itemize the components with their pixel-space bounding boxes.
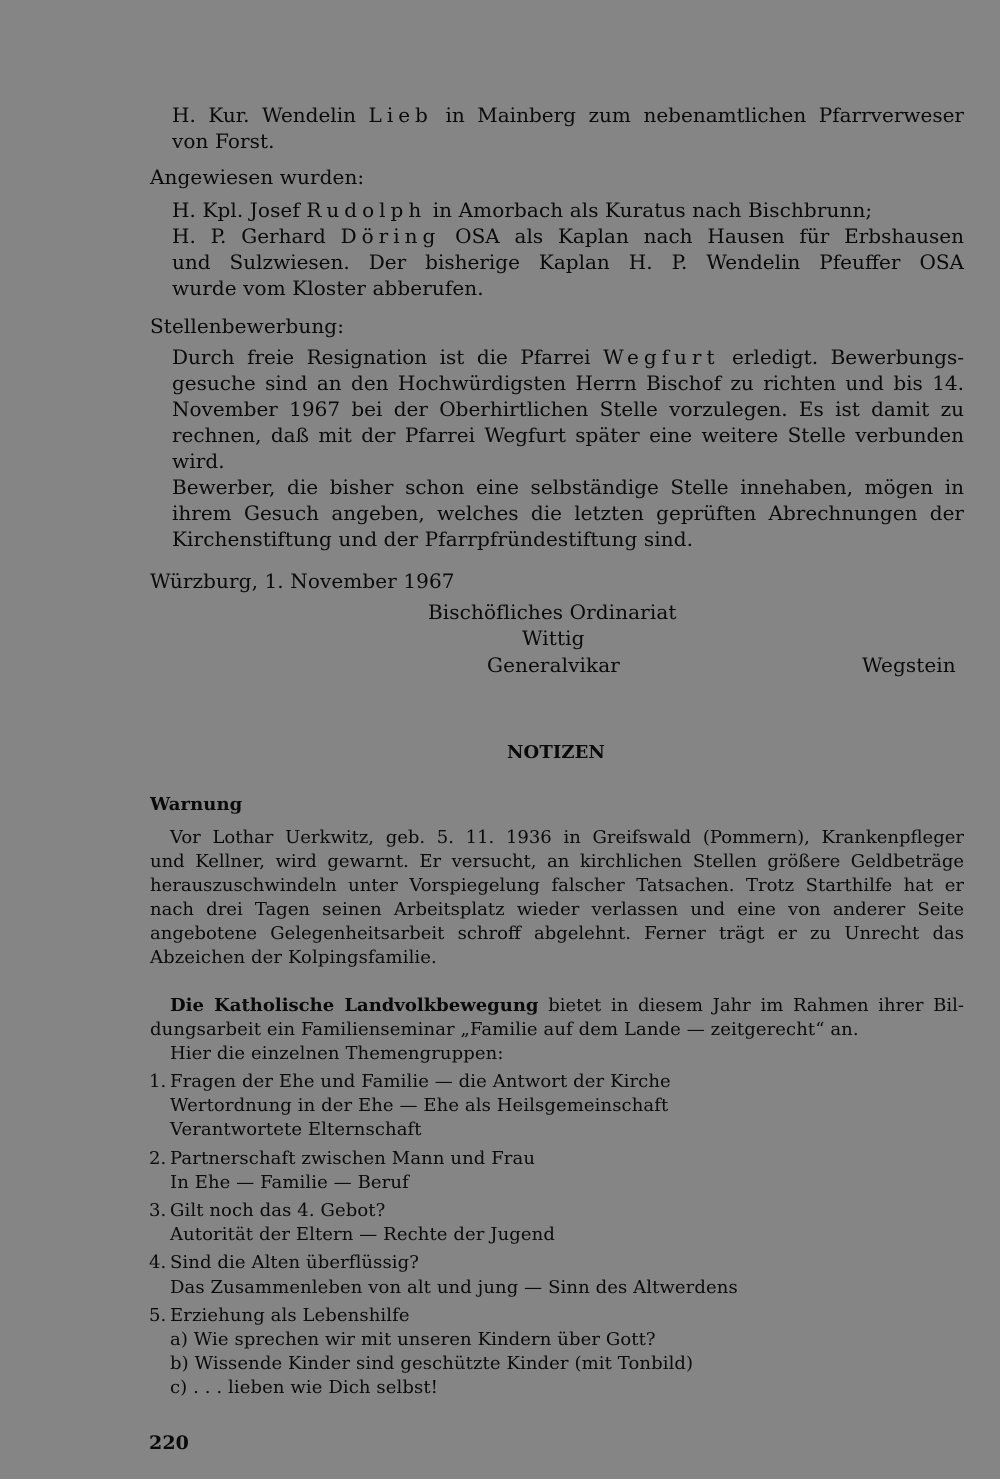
theme-line: Gilt noch das 4. Gebot? xyxy=(170,1200,386,1221)
assigned-l1-suffix: in Amorbach als Kuratus nach Bischbrunn; xyxy=(432,198,873,222)
warning-heading: Warnung xyxy=(150,794,243,815)
assigned-l2-prefix: H. P. Gerhard xyxy=(172,224,326,248)
application-line-1 xyxy=(172,344,964,370)
application-line-7: ihrem Gesuch angeben, welches die letzten geprüften Abrechnungen der xyxy=(172,501,964,525)
theme-line: Verantwortete Elternschaft xyxy=(170,1119,422,1140)
application-line-8: Kirchenstiftung und der Pfarrpfründestiftung sind. xyxy=(172,527,694,551)
landvolk-line-3: Hier die einzelnen Themengruppen: xyxy=(170,1043,504,1064)
assigned-line-2 xyxy=(172,223,964,249)
application-l1-name: Wegfurt xyxy=(603,345,720,369)
assigned-l1-name: Rudolph xyxy=(306,198,427,222)
signature-office: Bischöfliches Ordinariat xyxy=(428,600,677,624)
theme-line: b) Wissende Kinder sind geschützte Kinder (mit Tonbild) xyxy=(170,1353,694,1374)
warning-line-2: und Kellner, wird gewarnt. Er versucht, an kirchlichen Stellen größere Geldbeträge xyxy=(150,851,964,872)
theme-number: 5. xyxy=(149,1305,167,1326)
intro-line-1 xyxy=(172,102,964,128)
theme-line: Autorität der Eltern — Rechte der Jugend xyxy=(170,1224,555,1245)
assigned-line-4: wurde vom Kloster abberufen. xyxy=(172,276,484,300)
assigned-l2-name: Döring xyxy=(340,224,441,248)
theme-number: 1. xyxy=(149,1071,167,1092)
assigned-heading: Angewiesen wurden: xyxy=(150,165,365,189)
theme-line: Das Zusammenleben von alt und jung — Sinn des Altwerdens xyxy=(170,1277,738,1298)
landvolk-org-name: Die Katholische Landvolkbewegung xyxy=(170,995,539,1016)
application-line-4: rechnen, daß mit der Pfarrei Wegfurt später eine weitere Stelle verbunden xyxy=(172,423,964,447)
assigned-line-1 xyxy=(172,197,872,223)
application-l1-prefix: Durch freie Resignation ist die Pfarrei xyxy=(172,345,591,369)
application-line-5: wird. xyxy=(172,449,225,473)
theme-line: In Ehe — Familie — Beruf xyxy=(170,1172,409,1193)
landvolk-line-1 xyxy=(170,994,964,1018)
theme-number: 3. xyxy=(149,1200,167,1221)
intro-name: Lieb xyxy=(368,103,433,127)
application-heading: Stellenbewerbung: xyxy=(150,314,345,338)
theme-line: Erziehung als Lebenshilfe xyxy=(170,1305,410,1326)
signature-secondary: Wegstein xyxy=(862,653,956,677)
theme-line: Wertordnung in der Ehe — Ehe als Heilsgemeinschaft xyxy=(170,1095,669,1116)
intro-suffix: in Mainberg zum nebenamtlichen Pfarrverweser xyxy=(445,103,964,127)
landvolk-line-2: dungsarbeit ein Familienseminar „Familie auf dem Lande — zeitgerecht“ an. xyxy=(150,1019,859,1040)
application-line-2: gesuche sind an den Hochwürdigsten Herrn Bischof zu richten und bis 14. xyxy=(172,371,964,395)
warning-line-1: Vor Lothar Uerkwitz, geb. 5. 11. 1936 in Greifswald (Pommern), Krankenpfleger xyxy=(170,827,964,848)
page-number: 220 xyxy=(149,1432,189,1454)
warning-line-6: Abzeichen der Kolpingsfamilie. xyxy=(150,947,437,968)
theme-line: Sind die Alten überflüssig? xyxy=(170,1252,420,1273)
theme-line: c) . . . lieben wie Dich selbst! xyxy=(170,1377,439,1398)
place-date: Würzburg, 1. November 1967 xyxy=(150,569,455,593)
application-line-6: Bewerber, die bisher schon eine selbständige Stelle innehaben, mögen in xyxy=(172,475,964,499)
warning-line-3: herauszuschwindeln unter Vorspiegelung falscher Tatsachen. Trotz Starthilfe hat er xyxy=(150,875,964,896)
theme-number: 2. xyxy=(149,1148,167,1169)
signature-title: Generalvikar xyxy=(487,653,620,677)
assigned-line-3: und Sulzwiesen. Der bisherige Kaplan H. P. Wendelin Pfeuffer OSA xyxy=(172,250,964,274)
theme-line: a) Wie sprechen wir mit unseren Kindern über Gott? xyxy=(170,1329,656,1350)
landvolk-l1-rest: bietet in diesem Jahr im Rahmen ihrer Bil- xyxy=(548,995,964,1016)
warning-line-5: angebotene Gelegenheitsarbeit schroff abgelehnt. Ferner trägt er zu Unrecht das xyxy=(150,923,964,944)
intro-prefix: H. Kur. Wendelin xyxy=(172,103,356,127)
assigned-l1-prefix: H. Kpl. Josef xyxy=(172,198,300,222)
assigned-l2-suffix: OSA als Kaplan nach Hausen für Erbshausen xyxy=(455,224,965,248)
application-line-3: November 1967 bei der Oberhirtlichen Stelle vorzulegen. Es ist damit zu xyxy=(172,397,964,421)
signature-name: Wittig xyxy=(522,626,585,650)
application-l1-suffix: erledigt. Bewerbungs- xyxy=(732,345,965,369)
warning-line-4: nach drei Tagen seinen Arbeitsplatz wieder verlassen und eine von anderer Seite xyxy=(150,899,964,920)
theme-number: 4. xyxy=(149,1252,167,1273)
theme-line: Partnerschaft zwischen Mann und Frau xyxy=(170,1148,536,1169)
notes-heading: NOTIZEN xyxy=(507,742,605,763)
theme-line: Fragen der Ehe und Familie — die Antwort der Kirche xyxy=(170,1071,671,1092)
intro-line-2: von Forst. xyxy=(172,129,275,153)
